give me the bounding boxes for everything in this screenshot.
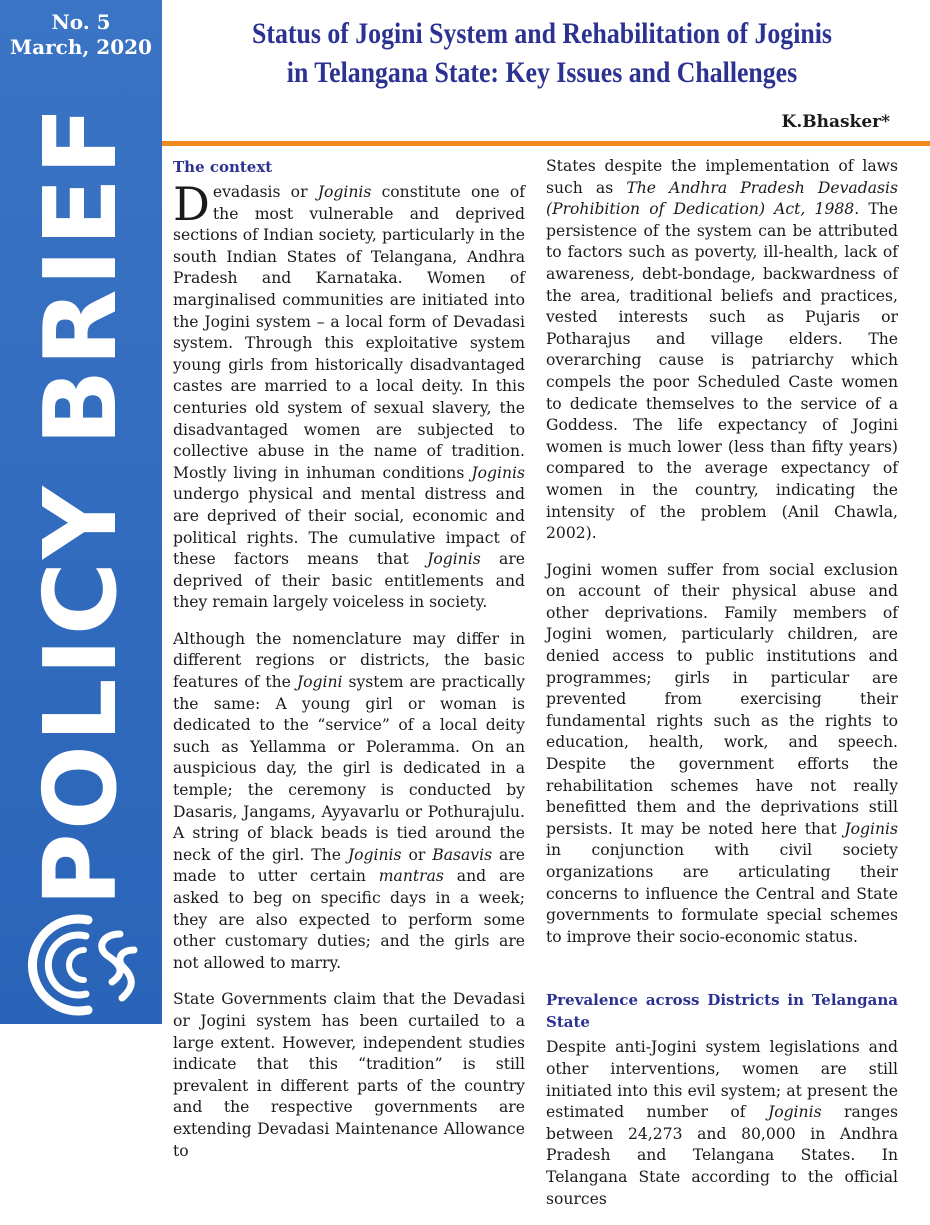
title-line-1: Status of Jogini System and Rehabilitation of Joginis: [252, 17, 832, 50]
issue-number: No. 5: [51, 10, 111, 34]
sidebar: [0, 0, 162, 1024]
vertical-label-area: [0, 103, 162, 907]
issue-date: March, 2020: [10, 35, 152, 59]
paragraph-context-1: Devadasis or Joginis constitute one of the most vulnerable and deprived sections of Indian society, particularly in the south Indian States of Telangana, Andhra Pradesh and Karnataka. Women of marginalised communities are initiated into the Jogini system – a local form of Devadasi system. Through this exploitative system young girls from historically disadvantaged castes are married to a local deity. In this centuries old system of sexual slavery, the disadvantaged women are subjected to collective abuse in the name of tradition. Mostly living in inhuman conditions Joginis undergo physical and mental distress and are deprived of their social, economic and political rights. The cumulative impact of these factors means that Joginis are deprived of their basic entitlements and they remain largely voiceless in society.: [173, 177, 526, 612]
section-heading-context: The context: [173, 158, 273, 176]
drop-cap: D: [173, 177, 210, 231]
paragraph-context-3: State Governments claim that the Devadasi or Jogini system has been curtailed to a large extent. However, independent studies indicate that this “tradition” is still prevalent in different parts of the country and the respective governments are extending Devadasi Maintenance Allowance to: [173, 990, 525, 1160]
cess-logo-icon: [28, 912, 140, 1018]
paragraph-right-2: Jogini women suffer from social exclusion on account of their physical abuse and other deprivations. Family members of Jogini women, particularly children, are denied access to public institutions and programmes; girls in particular are prevented from exercising their fundamental rights such as the rights to education, health, work, and speech. Despite the government efforts the rehabilitation schemes have not really benefitted them and the deprivations still persists. It may be noted here that Joginis in conjunction with civil society organizations are articulating their concerns to influence the Central and State governments to formulate special schemes to improve their socio-economic status.: [546, 560, 898, 946]
right-column: [546, 156, 898, 1225]
policy-brief-label: POLICY BRIEF: [22, 103, 139, 907]
title-line-2: in Telangana State: Key Issues and Challenges: [286, 56, 798, 89]
header-divider: [162, 141, 930, 146]
paragraph-prevalence-1: Despite anti-Jogini system legislations and other interventions, women are still initiated into this evil system; at present the estimated number of Joginis ranges between 24,273 and 80,000 in Andhra Pradesh and Telangana States. In Telangana State according to the official sources: [546, 1038, 898, 1208]
paragraph-right-1: States despite the implementation of laws such as The Andhra Pradesh Devadasis (Prohibition of Dedication) Act, 1988. The persistence of the system can be attributed to factors such as poverty, ill-health, lack of awareness, debt-bondage, backwardness of the area, traditional beliefs and practices, vested interests such as Pujaris or Potharajus and village elders. The overarching cause is patriarchy which compels the poor Scheduled Caste women to dedicate themselves to the service of a Goddess. The life expectancy of Jogini women is much lower (less than fifty years) compared to the average expectancy of women in the country, indicating the intensity of the problem (Anil Chawla, 2002).: [546, 157, 898, 543]
issue-info: [0, 10, 162, 60]
section-heading-prevalence: Prevalence across Districts in Telangana State: [546, 991, 898, 1032]
spacer: [546, 963, 898, 989]
header: [162, 0, 930, 142]
document-title: [241, 14, 843, 92]
paragraph-context-2: Although the nomenclature may differ in different regions or districts, the basic features of the Jogini system are practically the same: A young girl or woman is dedicated to the “service” of a local deity such as Yellamma or Poleramma. On an auspicious day, the girl is dedicated in a temple; the ceremony is conducted by Dasaris, Jangams, Ayyavarlu or Pothurajulu. A string of black beads is tied around the neck of the girl. The Joginis or Basavis are made to utter certain mantras and are asked to beg on specific days in a week; they are also expected to perform some other customary duties; and the girls are not allowed to marry.: [173, 629, 526, 972]
author: K.Bhasker*: [781, 112, 890, 132]
